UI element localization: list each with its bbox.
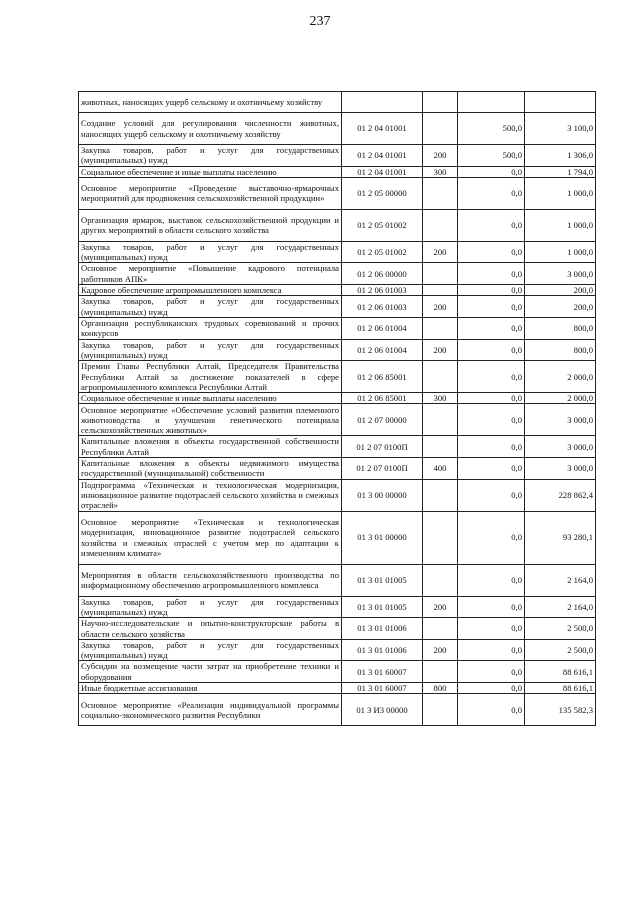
row-expense-type: 400	[423, 458, 458, 480]
row-expense-type	[423, 404, 458, 436]
row-amount-1: 0,0	[458, 393, 525, 404]
row-description: Кадровое обеспечение агропромышленного комплекса	[79, 285, 342, 296]
table-row	[79, 92, 596, 113]
row-expense-type: 200	[423, 145, 458, 167]
row-amount-2: 2 000,0	[525, 361, 596, 393]
table-row	[79, 683, 596, 694]
row-amount-1: 0,0	[458, 458, 525, 480]
row-target-code: 01 3 01 60007	[342, 661, 423, 683]
row-target-code: 01 2 06 85001	[342, 361, 423, 393]
row-description: Подпрограмма «Техническая и технологическая модернизация, инновационное развитие подотраслей сельского хозяйства и смежных отраслей»	[79, 479, 342, 511]
row-amount-2: 1 306,0	[525, 145, 596, 167]
table-row	[79, 661, 596, 683]
row-expense-type	[423, 177, 458, 209]
row-target-code: 01 2 06 01003	[342, 285, 423, 296]
row-amount-2: 88 616,1	[525, 683, 596, 694]
table-row	[79, 458, 596, 480]
row-description: животных, наносящих ущерб сельскому и охотничьему хозяйству	[79, 92, 342, 113]
row-expense-type	[423, 436, 458, 458]
row-amount-1: 0,0	[458, 404, 525, 436]
row-description: Закупка товаров, работ и услуг для государственных (муниципальных) нужд	[79, 241, 342, 263]
row-expense-type	[423, 113, 458, 145]
row-target-code: 01 2 06 85001	[342, 393, 423, 404]
table-row	[79, 393, 596, 404]
row-target-code: 01 2 06 01004	[342, 339, 423, 361]
row-amount-1	[458, 92, 525, 113]
row-expense-type	[423, 317, 458, 339]
row-amount-2: 228 862,4	[525, 479, 596, 511]
row-target-code: 01 2 06 01003	[342, 296, 423, 318]
row-description: Закупка товаров, работ и услуг для государственных (муниципальных) нужд	[79, 339, 342, 361]
row-target-code: 01 3 И3 00000	[342, 694, 423, 726]
row-target-code	[342, 92, 423, 113]
row-description: Создание условий для регулирования численности животных, наносящих ущерб сельскому и охотничьему хозяйству	[79, 113, 342, 145]
row-amount-2: 200,0	[525, 285, 596, 296]
row-description: Закупка товаров, работ и услуг для государственных (муниципальных) нужд	[79, 296, 342, 318]
row-description: Капитальные вложения в объекты недвижимого имущества государственной (муниципальной) собственности	[79, 458, 342, 480]
row-target-code: 01 3 01 01006	[342, 618, 423, 640]
row-description: Основное мероприятие «Техническая и технологическая модернизация, инновационное развитие подотраслей сельского хозяйства и смежных отраслей с учетом мер по адаптации к изменениям климата»	[79, 511, 342, 564]
row-description: Научно-исследовательские и опытно-конструкторские работы в области сельского хозяйства	[79, 618, 342, 640]
row-amount-2: 2 164,0	[525, 596, 596, 618]
row-expense-type	[423, 92, 458, 113]
row-target-code: 01 2 06 01004	[342, 317, 423, 339]
row-expense-type: 200	[423, 596, 458, 618]
row-amount-1: 0,0	[458, 241, 525, 263]
row-amount-2: 2 000,0	[525, 393, 596, 404]
row-amount-1: 0,0	[458, 296, 525, 318]
row-expense-type	[423, 263, 458, 285]
row-target-code: 01 2 04 01001	[342, 145, 423, 167]
row-description: Социальное обеспечение и иные выплаты населению	[79, 393, 342, 404]
row-description: Субсидии на возмещение части затрат на приобретение техники и оборудования	[79, 661, 342, 683]
table-row	[79, 285, 596, 296]
row-expense-type	[423, 618, 458, 640]
row-amount-2: 3 000,0	[525, 458, 596, 480]
row-amount-2: 2 500,0	[525, 639, 596, 661]
table-row	[79, 113, 596, 145]
table-body	[79, 92, 596, 726]
row-amount-1: 0,0	[458, 317, 525, 339]
row-amount-1: 0,0	[458, 661, 525, 683]
row-amount-2: 2 164,0	[525, 564, 596, 596]
row-amount-1: 0,0	[458, 511, 525, 564]
row-target-code: 01 3 01 01005	[342, 564, 423, 596]
row-target-code: 01 2 07 00000	[342, 404, 423, 436]
row-amount-2: 800,0	[525, 317, 596, 339]
row-target-code: 01 2 07 0100П	[342, 436, 423, 458]
row-expense-type: 200	[423, 639, 458, 661]
row-description: Закупка товаров, работ и услуг для государственных (муниципальных) нужд	[79, 596, 342, 618]
table-row	[79, 618, 596, 640]
row-expense-type	[423, 694, 458, 726]
row-amount-2: 3 000,0	[525, 263, 596, 285]
row-amount-2: 200,0	[525, 296, 596, 318]
table-row	[79, 166, 596, 177]
row-description: Организация ярмарок, выставок сельскохозяйственной продукции и других мероприятий в области сельского хозяйства	[79, 209, 342, 241]
row-expense-type: 300	[423, 393, 458, 404]
row-amount-1: 0,0	[458, 361, 525, 393]
row-amount-2: 1 794,0	[525, 166, 596, 177]
table-row	[79, 436, 596, 458]
table-row	[79, 296, 596, 318]
table-row	[79, 639, 596, 661]
row-description: Мероприятия в области сельскохозяйственного производства по информационному обеспечению агропромышленного комплекса	[79, 564, 342, 596]
row-expense-type: 800	[423, 683, 458, 694]
row-amount-1: 0,0	[458, 263, 525, 285]
table-row	[79, 511, 596, 564]
row-amount-1: 0,0	[458, 564, 525, 596]
row-expense-type: 200	[423, 339, 458, 361]
row-amount-1: 0,0	[458, 639, 525, 661]
row-expense-type: 300	[423, 166, 458, 177]
row-description: Организация республиканских трудовых соревнований и прочих конкурсов	[79, 317, 342, 339]
row-target-code: 01 2 05 01002	[342, 209, 423, 241]
row-expense-type	[423, 564, 458, 596]
row-amount-1: 0,0	[458, 596, 525, 618]
row-target-code: 01 3 01 01005	[342, 596, 423, 618]
row-amount-1: 0,0	[458, 618, 525, 640]
row-amount-2: 2 500,0	[525, 618, 596, 640]
row-amount-2	[525, 92, 596, 113]
row-target-code: 01 3 01 60007	[342, 683, 423, 694]
row-amount-1: 0,0	[458, 209, 525, 241]
row-amount-2: 1 000,0	[525, 209, 596, 241]
row-amount-2: 3 100,0	[525, 113, 596, 145]
row-amount-1: 0,0	[458, 694, 525, 726]
row-target-code: 01 2 05 01002	[342, 241, 423, 263]
row-amount-1: 0,0	[458, 177, 525, 209]
row-target-code: 01 2 05 00000	[342, 177, 423, 209]
row-amount-1: 500,0	[458, 113, 525, 145]
row-description: Основное мероприятие «Проведение выставочно-ярмарочных мероприятий для продвижения сельскохозяйственной продукции»	[79, 177, 342, 209]
row-amount-1: 0,0	[458, 166, 525, 177]
table-row	[79, 479, 596, 511]
row-amount-1: 0,0	[458, 479, 525, 511]
table-row	[79, 263, 596, 285]
row-amount-2: 3 000,0	[525, 404, 596, 436]
page-number: 237	[309, 14, 331, 29]
table-row	[79, 596, 596, 618]
table-row	[79, 564, 596, 596]
row-expense-type: 200	[423, 296, 458, 318]
row-description: Капитальные вложения в объекты государственной собственности Республики Алтай	[79, 436, 342, 458]
row-description: Премии Главы Республики Алтай, Председателя Правительства Республики Алтай за достижение показателей в сфере агропромышленного комплекса Республики Алтай	[79, 361, 342, 393]
table-row	[79, 694, 596, 726]
row-expense-type	[423, 479, 458, 511]
table-row	[79, 209, 596, 241]
row-amount-1: 0,0	[458, 285, 525, 296]
row-target-code: 01 3 00 00000	[342, 479, 423, 511]
row-target-code: 01 2 07 0100П	[342, 458, 423, 480]
budget-table	[78, 91, 596, 726]
row-target-code: 01 2 04 01001	[342, 166, 423, 177]
row-target-code: 01 2 04 01001	[342, 113, 423, 145]
table-row	[79, 404, 596, 436]
row-amount-1: 0,0	[458, 436, 525, 458]
table-row	[79, 145, 596, 167]
table-row	[79, 317, 596, 339]
row-description: Иные бюджетные ассигнования	[79, 683, 342, 694]
row-target-code: 01 3 01 00000	[342, 511, 423, 564]
row-expense-type	[423, 209, 458, 241]
table-row	[79, 339, 596, 361]
row-description: Социальное обеспечение и иные выплаты населению	[79, 166, 342, 177]
row-amount-2: 1 000,0	[525, 177, 596, 209]
row-amount-2: 88 616,1	[525, 661, 596, 683]
row-expense-type	[423, 361, 458, 393]
row-description: Основное мероприятие «Повышение кадрового потенциала работников АПК»	[79, 263, 342, 285]
row-amount-1: 0,0	[458, 683, 525, 694]
row-expense-type: 200	[423, 241, 458, 263]
table-row	[79, 361, 596, 393]
row-amount-2: 1 000,0	[525, 241, 596, 263]
row-amount-2: 3 000,0	[525, 436, 596, 458]
row-description: Закупка товаров, работ и услуг для государственных (муниципальных) нужд	[79, 145, 342, 167]
row-description: Основное мероприятие «Реализация индивидуальной программы социально-экономического развития Республики	[79, 694, 342, 726]
row-amount-2: 800,0	[525, 339, 596, 361]
row-description: Основное мероприятие «Обеспечение условий развития племенного животноводства и улучшения генетического потенциала сельскохозяйственных животных»	[79, 404, 342, 436]
row-amount-2: 93 280,1	[525, 511, 596, 564]
table-row	[79, 241, 596, 263]
table-row	[79, 177, 596, 209]
row-expense-type	[423, 661, 458, 683]
row-target-code: 01 3 01 01006	[342, 639, 423, 661]
row-description: Закупка товаров, работ и услуг для государственных (муниципальных) нужд	[79, 639, 342, 661]
row-target-code: 01 2 06 00000	[342, 263, 423, 285]
row-expense-type	[423, 285, 458, 296]
row-amount-2: 135 582,3	[525, 694, 596, 726]
row-amount-1: 0,0	[458, 339, 525, 361]
row-expense-type	[423, 511, 458, 564]
row-amount-1: 500,0	[458, 145, 525, 167]
